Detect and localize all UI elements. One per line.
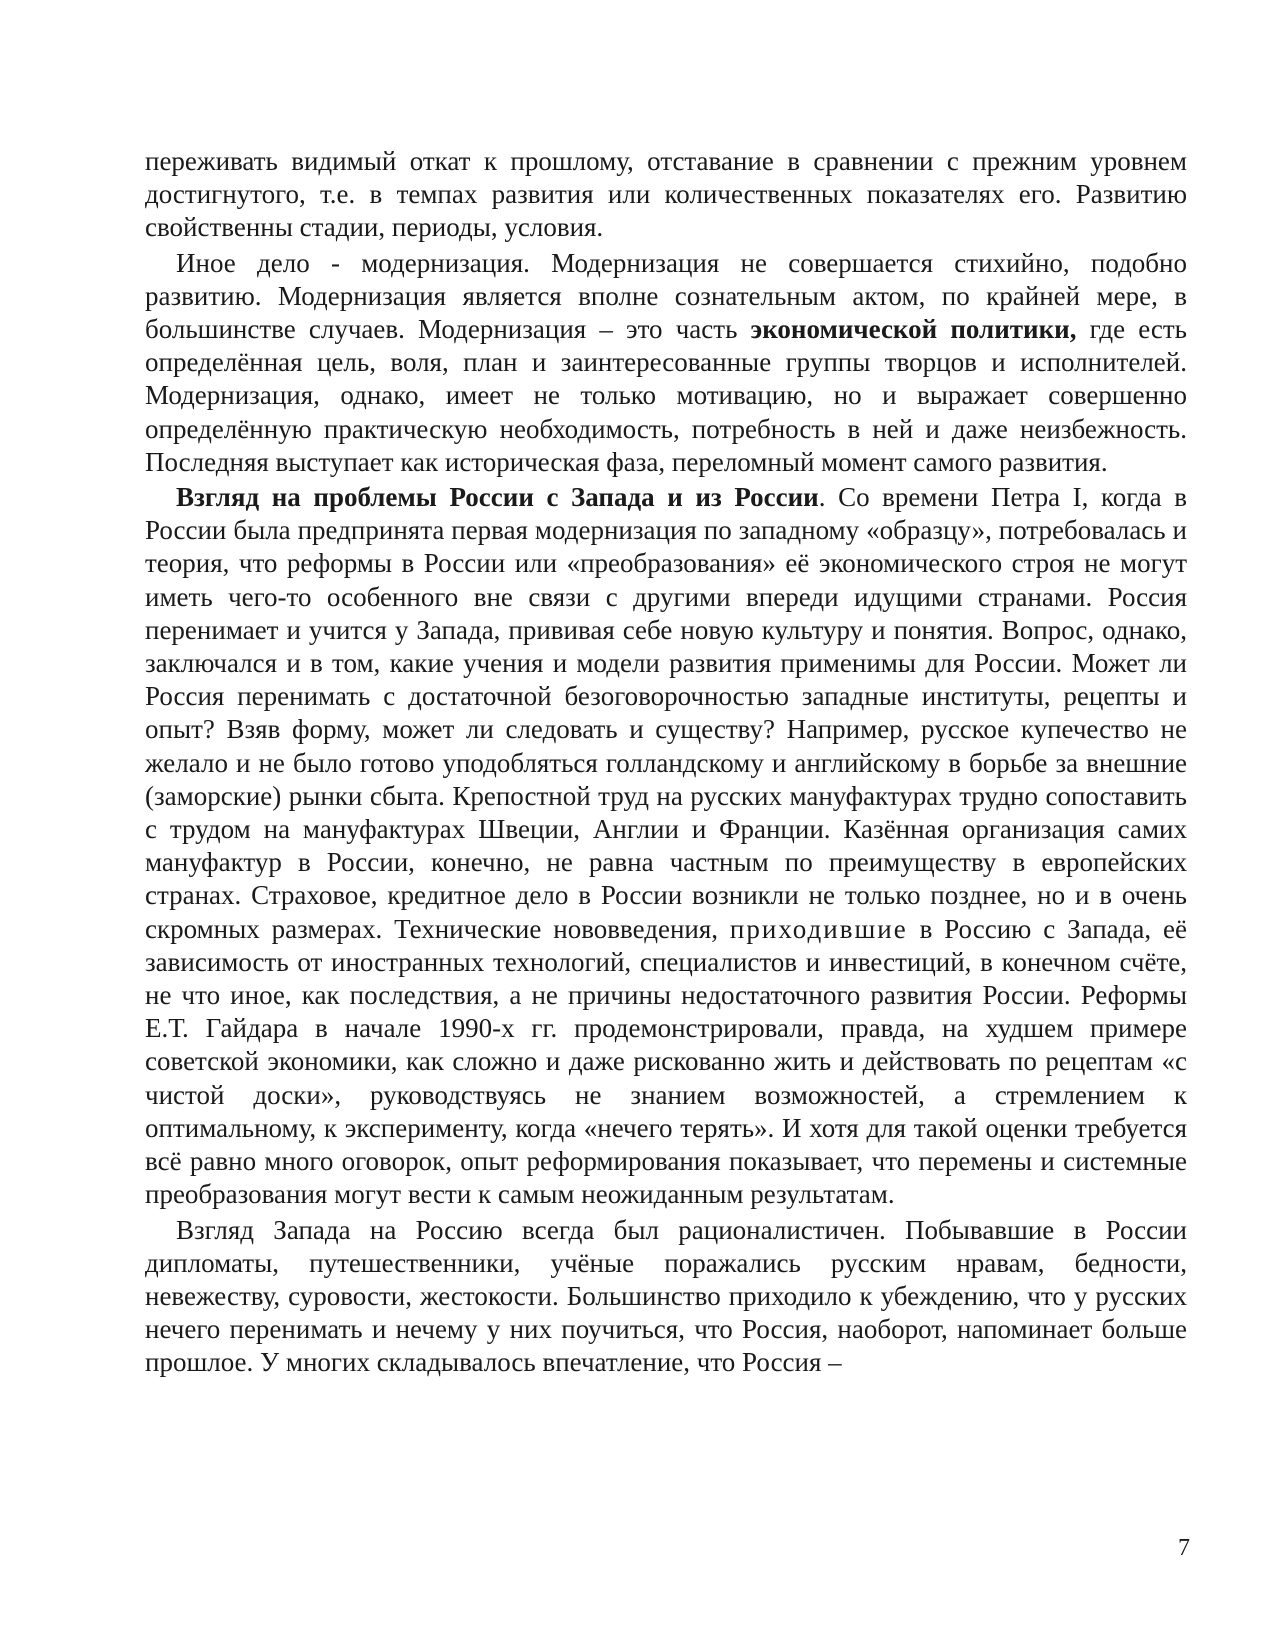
section-heading: Взгляд на проблемы России с Запада и из России: [176, 482, 819, 513]
paragraph-text: переживать видимый откат к прошлому, отставание в сравнении с прежним уровнем достигнутого, т.е. в темпах развития или количественных показателях его. Развитию свойственны стадии, периоды, условия.: [145, 146, 1187, 243]
paragraph-text: . Со времени Петра I, когда в России была предпринята первая модернизация по западному «образцу», потребовалась и теория, что реформы в России или «преобразования» её экономического строя не могут иметь чего-то особенного вне связи с другими впереди идущими странами. Россия перенимает и учится у Запада, прививая себе новую культуру и понятия. Вопрос, однако, заключался и в том, какие учения и модели развития применимы для России. Может ли Россия перенимать с достаточной безоговорочностью западные институты, рецепты и опыт? Взяв форму, может ли следовать и существу? Например, русское купечество не желало и не было готово уподобляться голландскому и английскому в борьбе за внешние (заморские) рынки сбыта. Крепостной труд на русских мануфактурах трудно сопоставить с трудом на мануфактурах Швеции, Англии и Франции. Казённая организация самих мануфактур в России, конечно, не равна частным по преимуществу в европейских странах. Страховое, кредитное дело в России возникли не только позднее, но и в очень скромных размерах. Технические нововведения,: [145, 482, 1187, 944]
paragraph-western-view: [145, 1214, 1187, 1380]
spaced-word: приходившие: [729, 913, 908, 944]
paragraph-text: Взгляд Запада на Россию всегда был рационалистичен. Побывавшие в России дипломаты, путешественники, учёные поражались русским нравам, бедности, невежеству, суровости, жестокости. Большинство приходило к убеждению, что у русских нечего перенимать и нечему у них поучиться, что Россия, наоборот, напоминает больше прошлое. У многих складывалось впечатление, что Россия –: [145, 1214, 1187, 1378]
page-number: 7: [1178, 1535, 1190, 1561]
bold-term: экономической политики,: [750, 314, 1077, 345]
paragraph-text: где есть определённая цель, воля, план и заинтересованные группы творцов и исполнителей. Модернизация, однако, имеет не только мотивацию, но и выражает совершенно определённую практическую необходимость, потребность в ней и даже неизбежность. Последняя выступает как историческая фаза, переломный момент самого развития.: [145, 314, 1187, 477]
paragraph-continuation: [145, 145, 1187, 245]
page-body: [145, 145, 1187, 1380]
paragraph-modernization: [145, 247, 1187, 479]
paragraph-text: в Россию с Запада, её зависимость от иностранных технологий, специалистов и инвестиций, в конечном счёте, не что иное, как последствия, а не причины недостаточного развития России. Реформы Е.Т. Гайдара в начале 1990-х гг. продемонстрировали, правда, на худшем примере советской экономики, как сложно и даже рискованно жить и действовать по рецептам «с чистой доски», руководствуясь не знанием возможностей, а стремлением к оптимальному, к эксперименту, когда «нечего терять». И хотя для такой оценки требуется всё равно много оговорок, опыт реформирования показывает, что перемены и системные преобразования могут вести к самым неожиданным результатам.: [145, 913, 1187, 1210]
paragraph-text: Иное дело - модернизация. Модернизация не совершается стихийно, подобно развитию. Модернизация является вполне сознательным актом, по крайней мере, в большинстве случаев. Модернизация – это часть: [145, 247, 1187, 345]
paragraph-view-of-russia: [145, 481, 1187, 1211]
